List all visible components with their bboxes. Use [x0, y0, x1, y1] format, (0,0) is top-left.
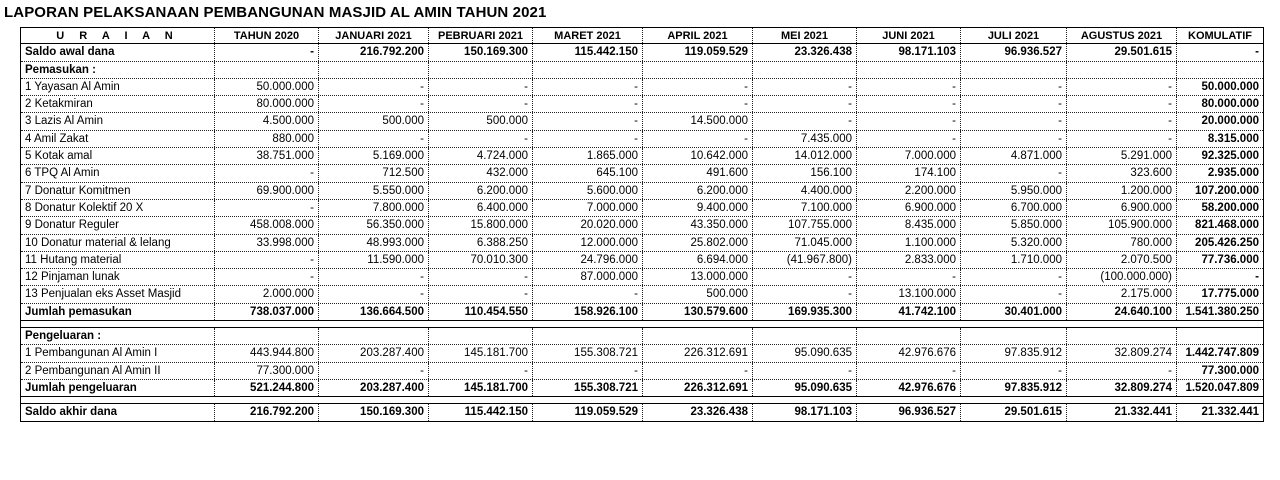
value-cell: 5.291.000 [1067, 148, 1177, 164]
value-cell: - [643, 363, 753, 379]
value-cell: 2.070.500 [1067, 252, 1177, 268]
value-cell: 6.900.000 [857, 200, 961, 216]
value-cell: - [533, 79, 643, 95]
value-cell: - [857, 269, 961, 285]
value-cell: 119.059.529 [643, 44, 753, 60]
value-cell: 98.171.103 [753, 404, 857, 420]
column-header: PEBRUARI 2021 [429, 28, 533, 43]
value-cell: - [961, 165, 1067, 181]
value-cell: 105.900.000 [1067, 217, 1177, 233]
value-cell: 226.312.691 [643, 380, 753, 396]
value-cell: 110.454.550 [429, 304, 533, 320]
value-cell: - [857, 79, 961, 95]
column-header: U R A I A N [21, 28, 215, 43]
value-cell: 5.320.000 [961, 235, 1067, 251]
cumulative-cell [1177, 62, 1263, 78]
column-header: JULI 2021 [961, 28, 1067, 43]
value-cell [643, 328, 753, 344]
expense-row [21, 363, 1263, 380]
value-cell [643, 62, 753, 78]
row-label: 1 Yayasan Al Amin [21, 79, 215, 95]
row-label: 12 Pinjaman lunak [21, 269, 215, 285]
value-cell: - [1067, 363, 1177, 379]
value-cell: 23.326.438 [643, 404, 753, 420]
row-label: 1 Pembangunan Al Amin I [21, 345, 215, 361]
value-cell: - [429, 286, 533, 302]
value-cell: 30.401.000 [961, 304, 1067, 320]
value-cell [215, 328, 319, 344]
value-cell: 500.000 [319, 113, 429, 129]
value-cell: 521.244.800 [215, 380, 319, 396]
value-cell: 69.900.000 [215, 183, 319, 199]
income-row [21, 252, 1263, 269]
value-cell: 4.400.000 [753, 183, 857, 199]
row-label: 5 Kotak amal [21, 148, 215, 164]
value-cell: - [643, 131, 753, 147]
income-row [21, 200, 1263, 217]
value-cell [857, 62, 961, 78]
value-cell [961, 328, 1067, 344]
pemasukan-section-row [21, 62, 1263, 79]
value-cell [961, 62, 1067, 78]
value-cell: 500.000 [643, 286, 753, 302]
value-cell: 6.200.000 [643, 183, 753, 199]
header-row [21, 27, 1263, 44]
value-cell: 6.200.000 [429, 183, 533, 199]
value-cell: - [319, 96, 429, 112]
value-cell: - [319, 286, 429, 302]
value-cell: 458.008.000 [215, 217, 319, 233]
value-cell: 43.350.000 [643, 217, 753, 233]
value-cell: 95.090.635 [753, 345, 857, 361]
value-cell: 323.600 [1067, 165, 1177, 181]
value-cell: 97.835.912 [961, 380, 1067, 396]
value-cell: 4.500.000 [215, 113, 319, 129]
value-cell: 7.435.000 [753, 131, 857, 147]
row-label: 9 Donatur Reguler [21, 217, 215, 233]
value-cell: 880.000 [215, 131, 319, 147]
value-cell: - [429, 79, 533, 95]
value-cell: 107.755.000 [753, 217, 857, 233]
value-cell: 2.000.000 [215, 286, 319, 302]
value-cell: 150.169.300 [319, 404, 429, 420]
value-cell [533, 328, 643, 344]
row-label: 10 Donatur material & lelang [21, 235, 215, 251]
value-cell: - [857, 113, 961, 129]
value-cell: 42.976.676 [857, 345, 961, 361]
value-cell: 13.000.000 [643, 269, 753, 285]
value-cell: - [215, 200, 319, 216]
value-cell: - [533, 96, 643, 112]
value-cell: 23.326.438 [753, 44, 857, 60]
value-cell: 226.312.691 [643, 345, 753, 361]
value-cell: 38.751.000 [215, 148, 319, 164]
report-table [20, 27, 1264, 422]
value-cell: (100.000.000) [1067, 269, 1177, 285]
row-label: 3 Lazis Al Amin [21, 113, 215, 129]
row-label: Jumlah pengeluaran [21, 380, 215, 396]
value-cell: - [753, 286, 857, 302]
value-cell: - [319, 363, 429, 379]
value-cell: - [1067, 131, 1177, 147]
value-cell: - [753, 79, 857, 95]
row-label: Pemasukan : [21, 62, 215, 78]
value-cell: 1.100.000 [857, 235, 961, 251]
saldo-awal-row [21, 44, 1263, 61]
income-row [21, 131, 1263, 148]
cumulative-cell: 1.442.747.809 [1185, 347, 1259, 360]
value-cell: 50.000.000 [215, 79, 319, 95]
value-cell: 21.332.441 [1067, 404, 1177, 420]
column-header: JUNI 2021 [857, 28, 961, 43]
value-cell: 24.640.100 [1067, 304, 1177, 320]
value-cell: - [429, 269, 533, 285]
value-cell: 97.835.912 [961, 345, 1067, 361]
value-cell: - [319, 131, 429, 147]
value-cell: - [533, 363, 643, 379]
value-cell: 145.181.700 [429, 345, 533, 361]
value-cell: 96.936.527 [857, 404, 961, 420]
value-cell: 780.000 [1067, 235, 1177, 251]
value-cell: - [1067, 113, 1177, 129]
value-cell: 150.169.300 [429, 44, 533, 60]
value-cell: 2.200.000 [857, 183, 961, 199]
row-label: Saldo awal dana [21, 44, 215, 60]
row-label: 6 TPQ Al Amin [21, 165, 215, 181]
value-cell: - [429, 96, 533, 112]
value-cell: 712.500 [319, 165, 429, 181]
value-cell: 14.500.000 [643, 113, 753, 129]
value-cell: 80.000.000 [215, 96, 319, 112]
value-cell: 115.442.150 [533, 44, 643, 60]
value-cell: 98.171.103 [857, 44, 961, 60]
value-cell: 12.000.000 [533, 235, 643, 251]
value-cell: - [215, 44, 319, 60]
value-cell: 13.100.000 [857, 286, 961, 302]
value-cell: 29.501.615 [961, 404, 1067, 420]
value-cell: 5.600.000 [533, 183, 643, 199]
value-cell: 203.287.400 [319, 345, 429, 361]
value-cell: - [1067, 96, 1177, 112]
cumulative-cell: 50.000.000 [1201, 80, 1259, 93]
income-row [21, 165, 1263, 182]
value-cell: - [857, 131, 961, 147]
value-cell: 6.694.000 [643, 252, 753, 268]
cumulative-cell [1177, 328, 1263, 344]
value-cell: 14.012.000 [753, 148, 857, 164]
value-cell: - [961, 286, 1067, 302]
value-cell: 5.850.000 [961, 217, 1067, 233]
row-label: 13 Penjualan eks Asset Masjid [21, 286, 215, 302]
cumulative-cell: 1.541.380.250 [1185, 305, 1259, 318]
value-cell: 33.998.000 [215, 235, 319, 251]
value-cell: - [429, 131, 533, 147]
value-cell [429, 62, 533, 78]
value-cell: 645.100 [533, 165, 643, 181]
value-cell: (41.967.800) [753, 252, 857, 268]
value-cell: - [857, 96, 961, 112]
cumulative-cell: 77.300.000 [1201, 364, 1259, 377]
value-cell: - [961, 79, 1067, 95]
cumulative-cell: 77.736.000 [1201, 253, 1259, 266]
row-label: 2 Ketakmiran [21, 96, 215, 112]
cumulative-cell: 58.200.000 [1201, 201, 1259, 214]
value-cell: 4.871.000 [961, 148, 1067, 164]
cumulative-cell: 205.426.250 [1195, 236, 1259, 249]
value-cell: 15.800.000 [429, 217, 533, 233]
row-label: 4 Amil Zakat [21, 131, 215, 147]
cumulative-cell: - [1255, 271, 1259, 284]
value-cell: 8.435.000 [857, 217, 961, 233]
value-cell: 174.100 [857, 165, 961, 181]
value-cell: 25.802.000 [643, 235, 753, 251]
value-cell: - [643, 96, 753, 112]
value-cell: 155.308.721 [533, 345, 643, 361]
value-cell: - [753, 96, 857, 112]
value-cell: - [1067, 79, 1177, 95]
value-cell: 7.100.000 [753, 200, 857, 216]
row-label: 8 Donatur Kolektif 20 X [21, 200, 215, 216]
value-cell: 6.900.000 [1067, 200, 1177, 216]
income-row [21, 183, 1263, 200]
value-cell: 500.000 [429, 113, 533, 129]
value-cell: 7.800.000 [319, 200, 429, 216]
value-cell: - [533, 131, 643, 147]
value-cell: 5.550.000 [319, 183, 429, 199]
value-cell: - [319, 79, 429, 95]
cumulative-cell: 2.935.000 [1207, 167, 1259, 180]
value-cell: 1.710.000 [961, 252, 1067, 268]
value-cell [319, 328, 429, 344]
value-cell [215, 62, 319, 78]
value-cell: 96.936.527 [961, 44, 1067, 60]
value-cell: 48.993.000 [319, 235, 429, 251]
value-cell: 216.792.200 [319, 44, 429, 60]
income-row [21, 148, 1263, 165]
saldo-akhir-row [21, 404, 1263, 421]
expense-row [21, 345, 1263, 362]
row-label: Pengeluaran : [21, 328, 215, 344]
value-cell: 136.664.500 [319, 304, 429, 320]
income-row [21, 269, 1263, 286]
value-cell: 2.833.000 [857, 252, 961, 268]
value-cell: 6.400.000 [429, 200, 533, 216]
value-cell: 155.308.721 [533, 380, 643, 396]
value-cell: 119.059.529 [533, 404, 643, 420]
value-cell: 29.501.615 [1067, 44, 1177, 60]
report-title: LAPORAN PELAKSANAAN PEMBANGUNAN MASJID AL AMIN TAHUN 2021 [4, 4, 547, 21]
value-cell: 203.287.400 [319, 380, 429, 396]
row-label: Jumlah pemasukan [21, 304, 215, 320]
income-row [21, 79, 1263, 96]
value-cell: - [753, 363, 857, 379]
value-cell [753, 62, 857, 78]
value-cell [753, 328, 857, 344]
row-label: 7 Donatur Komitmen [21, 183, 215, 199]
value-cell: 32.809.274 [1067, 380, 1177, 396]
cumulative-cell: 107.200.000 [1195, 184, 1259, 197]
row-label: Saldo akhir dana [21, 404, 215, 420]
value-cell: 169.935.300 [753, 304, 857, 320]
value-cell: 4.724.000 [429, 148, 533, 164]
value-cell: 158.926.100 [533, 304, 643, 320]
value-cell: - [961, 131, 1067, 147]
value-cell: - [215, 165, 319, 181]
jumlah-pengeluaran-row [21, 380, 1263, 397]
column-header: MEI 2021 [753, 28, 857, 43]
cumulative-cell: 21.332.441 [1201, 406, 1259, 419]
value-cell: - [753, 269, 857, 285]
value-cell [319, 62, 429, 78]
value-cell: 1.865.000 [533, 148, 643, 164]
cumulative-cell: 17.775.000 [1201, 288, 1259, 301]
value-cell: - [961, 363, 1067, 379]
value-cell: 11.590.000 [319, 252, 429, 268]
value-cell: - [533, 113, 643, 129]
value-cell: 20.020.000 [533, 217, 643, 233]
column-header: MARET 2021 [533, 28, 643, 43]
value-cell: 5.950.000 [961, 183, 1067, 199]
value-cell [429, 328, 533, 344]
value-cell: - [753, 113, 857, 129]
value-cell: - [857, 363, 961, 379]
value-cell: - [429, 363, 533, 379]
value-cell: 6.700.000 [961, 200, 1067, 216]
value-cell: 95.090.635 [753, 380, 857, 396]
value-cell: 145.181.700 [429, 380, 533, 396]
value-cell: 24.796.000 [533, 252, 643, 268]
value-cell: - [961, 113, 1067, 129]
pengeluaran-section-row [21, 328, 1263, 345]
value-cell: 2.175.000 [1067, 286, 1177, 302]
value-cell [1067, 62, 1177, 78]
value-cell: 41.742.100 [857, 304, 961, 320]
section-separator [21, 321, 1263, 328]
value-cell: 9.400.000 [643, 200, 753, 216]
value-cell: 6.388.250 [429, 235, 533, 251]
value-cell: 5.169.000 [319, 148, 429, 164]
value-cell: - [961, 269, 1067, 285]
value-cell: - [961, 96, 1067, 112]
income-row [21, 113, 1263, 130]
cumulative-cell: 1.520.047.809 [1185, 381, 1259, 394]
section-separator [21, 397, 1263, 404]
cumulative-cell: 8.315.000 [1207, 132, 1259, 145]
cumulative-cell: - [1255, 46, 1259, 59]
value-cell: 7.000.000 [857, 148, 961, 164]
value-cell: 432.000 [429, 165, 533, 181]
column-header: JANUARI 2021 [319, 28, 429, 43]
value-cell: 738.037.000 [215, 304, 319, 320]
value-cell: - [533, 286, 643, 302]
value-cell: 70.010.300 [429, 252, 533, 268]
value-cell: 156.100 [753, 165, 857, 181]
cumulative-cell: 80.000.000 [1201, 98, 1259, 111]
value-cell: - [643, 79, 753, 95]
cumulative-cell: 821.468.000 [1195, 219, 1259, 232]
row-label: 2 Pembangunan Al Amin II [21, 363, 215, 379]
income-row [21, 235, 1263, 252]
value-cell [533, 62, 643, 78]
value-cell: 71.045.000 [753, 235, 857, 251]
income-row [21, 96, 1263, 113]
income-row [21, 286, 1263, 303]
cumulative-cell: 92.325.000 [1201, 150, 1259, 163]
cumulative-cell: 20.000.000 [1201, 115, 1259, 128]
value-cell: 7.000.000 [533, 200, 643, 216]
value-cell: 77.300.000 [215, 363, 319, 379]
value-cell: 491.600 [643, 165, 753, 181]
value-cell: 32.809.274 [1067, 345, 1177, 361]
value-cell: 443.944.800 [215, 345, 319, 361]
column-header: KOMULATIF [1188, 30, 1252, 42]
income-row [21, 217, 1263, 234]
value-cell: 216.792.200 [215, 404, 319, 420]
value-cell: 115.442.150 [429, 404, 533, 420]
value-cell: 56.350.000 [319, 217, 429, 233]
value-cell [1067, 328, 1177, 344]
value-cell: 87.000.000 [533, 269, 643, 285]
row-label: 11 Hutang material [21, 252, 215, 268]
value-cell: 42.976.676 [857, 380, 961, 396]
value-cell: - [215, 269, 319, 285]
column-header: TAHUN 2020 [215, 28, 319, 43]
value-cell: 130.579.600 [643, 304, 753, 320]
value-cell: 1.200.000 [1067, 183, 1177, 199]
value-cell: - [215, 252, 319, 268]
column-header: APRIL 2021 [643, 28, 753, 43]
column-header: AGUSTUS 2021 [1067, 28, 1177, 43]
value-cell: 10.642.000 [643, 148, 753, 164]
jumlah-pemasukan-row [21, 304, 1263, 321]
value-cell: - [319, 269, 429, 285]
value-cell [857, 328, 961, 344]
